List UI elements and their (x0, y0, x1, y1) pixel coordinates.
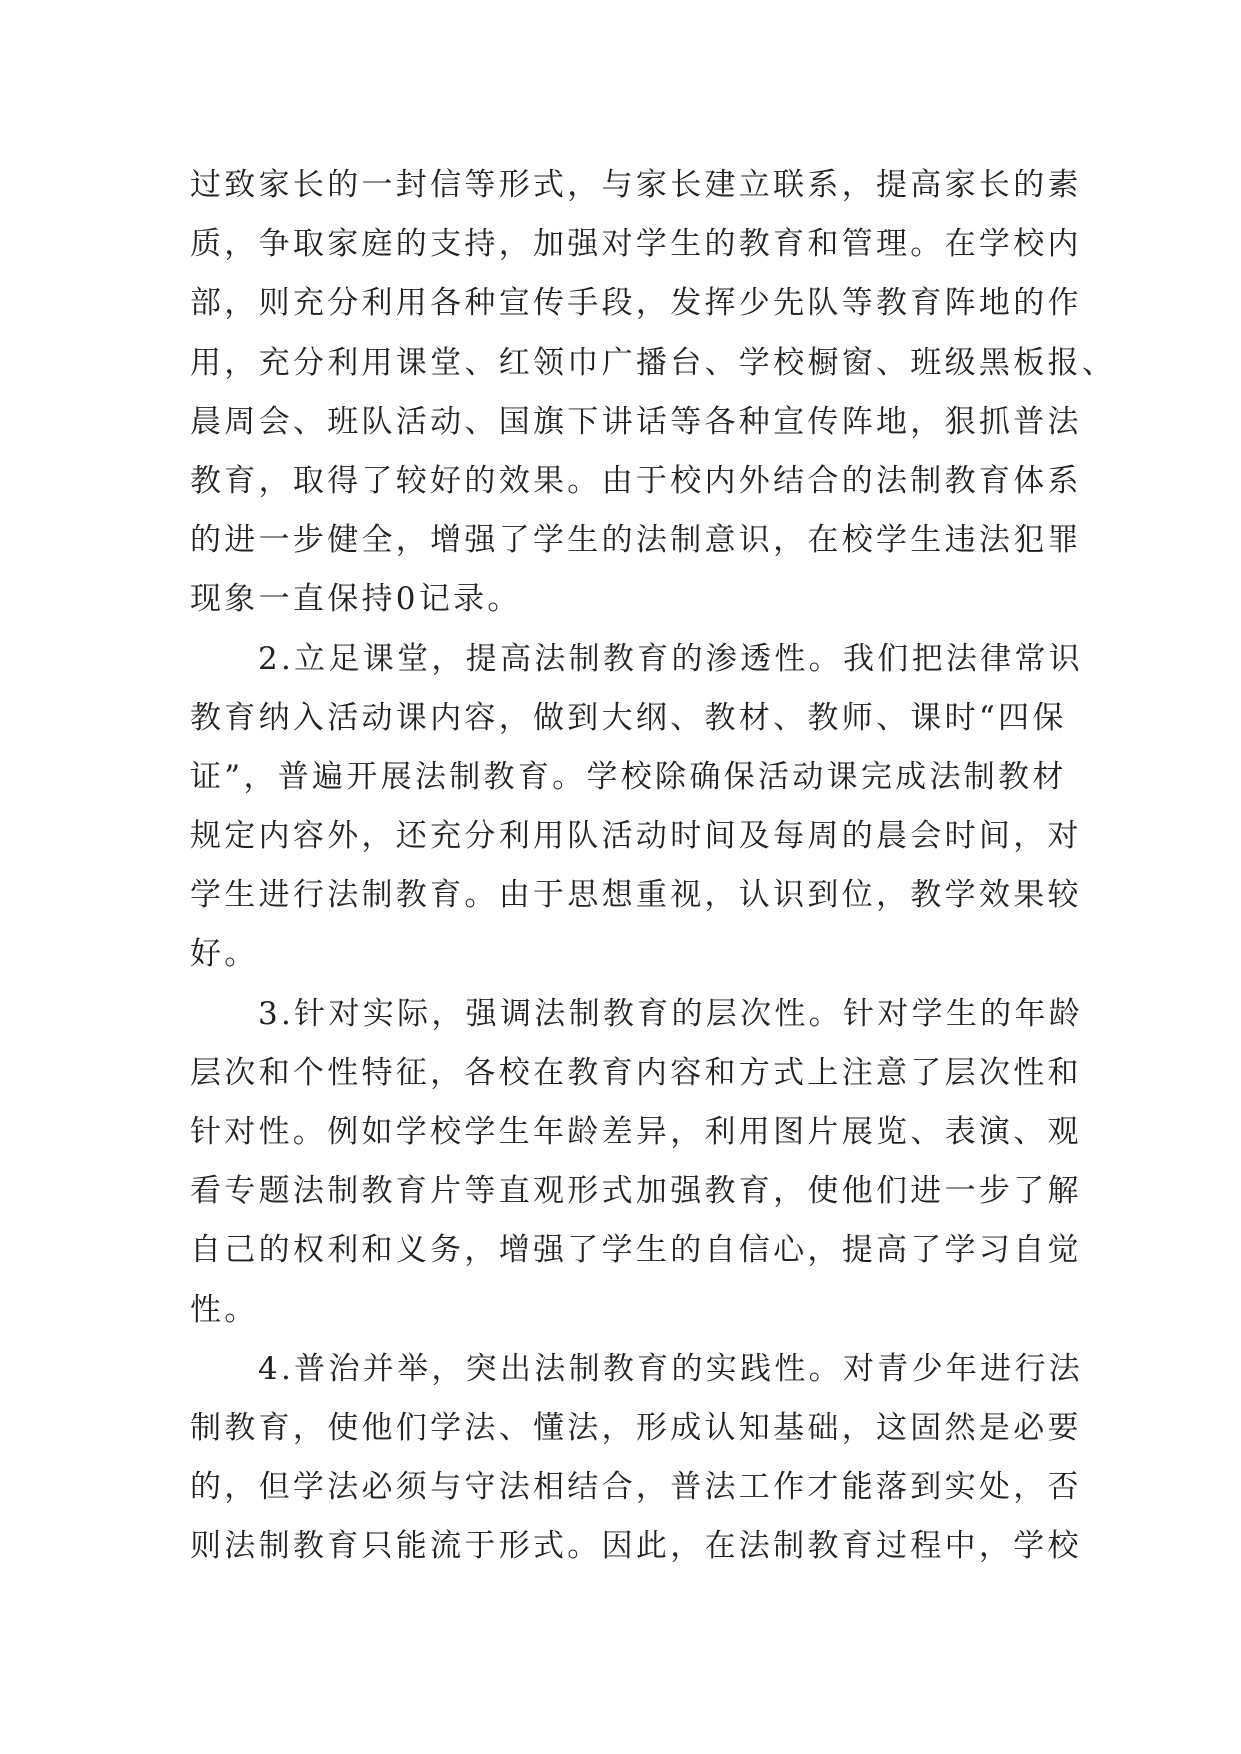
text-line: 的，但学法必须与守法相结合，普法工作才能落到实处，否 (190, 1469, 1082, 1506)
text-line: 学生进行法制教育。由于思想重视，认识到位，教学效果较 (190, 877, 1082, 914)
paragraph-3 (190, 985, 1084, 1340)
text-line: 则法制教育只能流于形式。因此，在法制教育过程中，学校 (190, 1528, 1082, 1565)
document-body (190, 156, 1117, 1577)
text-line: 层次和个性特征，各校在教育内容和方式上注意了层次性和 (190, 1054, 1082, 1091)
paragraph-2 (190, 630, 1084, 985)
text-line: 教育，取得了较好的效果。由于校内外结合的法制教育体系 (190, 462, 1082, 499)
text-line: 的进一步健全，增强了学生的法制意识，在校学生违法犯罪 (190, 522, 1082, 559)
text-line: 好。 (190, 936, 259, 973)
text-line: 制教育，使他们学法、懂法，形成认知基础，这固然是必要 (190, 1409, 1082, 1446)
text-line: 晨周会、班队活动、国旗下讲话等各种宣传阵地，狠抓普法 (190, 403, 1082, 440)
text-line: 自己的权利和义务，增强了学生的自信心，提高了学习自觉 (190, 1232, 1082, 1269)
text-line: 针对性。例如学校学生年龄差异，利用图片展览、表演、观 (190, 1114, 1082, 1150)
text-line: 证”，普遍开展法制教育。学校除确保活动课完成法制教材 (190, 758, 1067, 795)
text-line: 用，充分利用课堂、红领巾广播台、学校橱窗、班级黑板报、 (190, 344, 1117, 381)
text-line: 教育纳入活动课内容，做到大纲、教材、教师、课时“四保 (190, 699, 1067, 736)
text-line: 部，则充分利用各种宣传手段，发挥少先队等教育阵地的作 (190, 285, 1082, 322)
paragraph-4 (190, 1340, 1084, 1577)
text-line: 质，争取家庭的支持，加强对学生的教育和管理。在学校内 (190, 226, 1082, 263)
text-line: 过致家长的一封信等形式，与家长建立联系，提高家长的素 (190, 167, 1082, 203)
text-line-first: 4.普治并举，突出法制教育的实践性。对青少年进行法 (258, 1350, 1084, 1387)
text-line: 看专题法制教育片等直观形式加强教育，使他们进一步了解 (190, 1173, 1082, 1210)
text-line: 规定内容外，还充分利用队活动时间及每周的晨会时间，对 (190, 818, 1082, 855)
text-line: 现象一直保持0记录。 (190, 581, 522, 618)
text-line-first: 3.针对实际，强调法制教育的层次性。针对学生的年龄 (258, 995, 1084, 1032)
paragraph-1 (190, 156, 1117, 630)
text-line: 性。 (190, 1291, 259, 1328)
text-line-first: 2.立足课堂，提高法制教育的渗透性。我们把法律常识 (258, 640, 1084, 677)
